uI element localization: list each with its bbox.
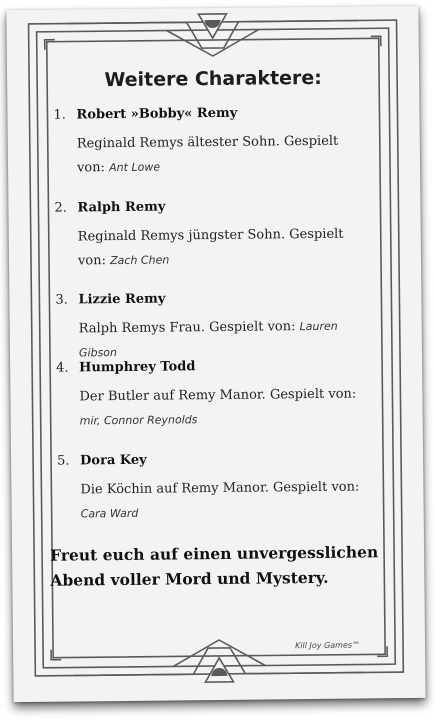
character-name: Robert »Bobby« Remy	[76, 105, 238, 123]
actor-name: Lauren Gibson	[78, 319, 338, 360]
actor-name: mir, Connor Reynolds	[79, 413, 198, 428]
item-number: 4.	[56, 360, 69, 376]
character-role: Die Köchin auf Remy Manor. Gespielt von:	[80, 479, 360, 498]
invitation-card	[6, 6, 425, 702]
brand-logo: Kill Joy Games™	[295, 640, 361, 651]
character-description	[80, 475, 370, 526]
actor-name: Zach Chen	[110, 253, 170, 268]
character-description	[78, 222, 368, 273]
character-role: Reginald Remys ältester Sohn. Gespielt von:	[76, 133, 339, 176]
actor-name: Cara Ward	[80, 506, 139, 521]
character-description	[79, 382, 369, 433]
character-name: Lizzie Remy	[78, 291, 166, 308]
item-number: 2.	[54, 200, 67, 216]
character-role: Reginald Remys jüngster Sohn. Gespielt von:	[77, 226, 344, 269]
actor-name: Ant Lowe	[109, 160, 161, 175]
sunburst-icon-bottom	[205, 658, 233, 682]
item-number: 3.	[55, 292, 68, 308]
closing-message: Freut euch auf einen unvergesslichen Abend voller Mord und Mystery.	[49, 542, 379, 590]
character-role: Ralph Remys Frau. Gespielt von:	[78, 319, 296, 337]
character-name: Humphrey Todd	[79, 359, 196, 376]
character-description	[77, 129, 367, 180]
item-number: 1.	[53, 107, 66, 123]
item-number: 5.	[57, 453, 70, 469]
character-role: Der Butler auf Remy Manor. Gespielt von:	[79, 386, 357, 405]
sunburst-icon-top	[198, 14, 226, 38]
character-description	[79, 314, 369, 365]
section-title: Weitere Charaktere:	[104, 66, 322, 92]
character-name: Ralph Remy	[77, 199, 166, 216]
character-name: Dora Key	[80, 452, 147, 469]
